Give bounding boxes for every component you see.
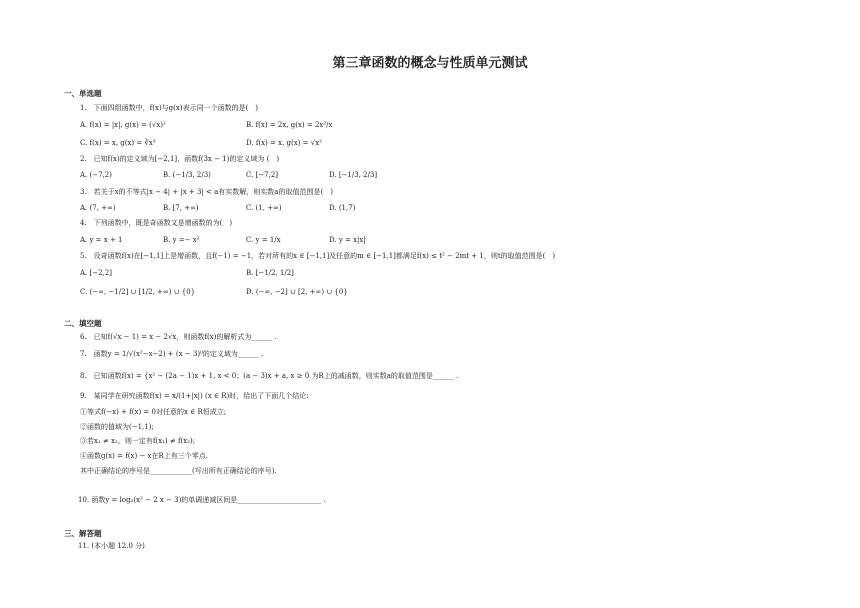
- question-1-option-d: D. f(x) = x, g(x) = √x²: [246, 139, 322, 147]
- question-5-stem: 5. 设奇函数f(x)在[−1,1]上是增函数，且f(−1) = −1，若对所有的x ∈ [−1,1]及任意的m ∈ [−1,1]都满足f(x) ≤ t² − 2mt + 1，则t的取值范围是( ): [80, 252, 556, 260]
- question-9-conclusion-2: ②函数的值域为(−1,1);: [80, 423, 154, 431]
- question-5-option-b: B. [−1/2, 1/2]: [246, 269, 294, 277]
- question-9-stem: 9. 某同学在研究函数f(x) = x/(1+|x|) (x ∈ R)时，给出了下面几个结论:: [80, 392, 309, 400]
- question-9-conclusion-3: ③若x₁ ≠ x₂，则一定有f(x₁) ≠ f(x₂);: [80, 437, 196, 445]
- question-5-option-a: A. [−2,2]: [80, 269, 112, 277]
- question-9-conclusion-4: ④函数g(x) = f(x) − x在R上有三个零点.: [80, 452, 208, 460]
- question-10: 10. 函数y = log₃(x² − 2 x − 3)的单调递减区间是________________________ .: [78, 496, 326, 504]
- question-3-option-c: C. (1, +∞): [246, 204, 282, 212]
- question-4-option-a: A. y = x + 1: [80, 236, 123, 244]
- section-heading-single-choice: 一、单选题: [64, 89, 102, 98]
- question-2-option-b: B. (−1/3, 2/3): [163, 171, 211, 179]
- question-2-stem: 2. 已知f(x)的定义域为[−2,1]，函数f(3x − 1)的定义域为 ( ): [80, 155, 280, 163]
- page-title: 第三章函数的概念与性质单元测试: [332, 56, 528, 71]
- section-heading-solution: 三、解答题: [64, 529, 102, 538]
- question-2-option-d: D. [−1/3, 2/3]: [329, 171, 378, 179]
- question-1-stem: 1. 下面四组函数中，f(x)与g(x)表示同一个函数的是( ): [80, 104, 259, 112]
- question-9-conclusion-1: ①等式f(−x) + f(x) = 0对任意的x ∈ R恒成立;: [80, 408, 227, 416]
- question-4-option-b: B. y =− x²: [163, 236, 200, 244]
- question-3-option-a: A. (7, +∞): [80, 204, 116, 212]
- section-heading-fill-in: 二、填空题: [64, 319, 102, 328]
- question-5-option-c: C. (−∞, −1/2] ∪ [1/2, +∞) ∪ {0}: [80, 288, 196, 296]
- question-7: 7. 函数y = 1/√(x²−x−2) + (x − 3)⁰的定义域为______ .: [80, 350, 264, 358]
- question-6: 6. 已知f(√x − 1) = x − 2√x，则函数f(x)的解析式为______ .: [80, 333, 277, 341]
- question-3-option-d: D. (1,7): [329, 204, 356, 212]
- question-1-option-a: A. f(x) = |x|, g(x) = (√x)²: [80, 121, 166, 129]
- question-1-option-c: C. f(x) = x, g(x) = ∛x³: [80, 139, 156, 147]
- question-2-option-c: C. [−7,2]: [246, 171, 279, 179]
- question-5-option-d: D. (−∞, −2] ∪ [2, +∞) ∪ {0}: [246, 288, 348, 296]
- question-2-option-a: A. (−7,2): [80, 171, 112, 179]
- question-8: 8. 已知函数f(x) = {x² − (2a − 1)x + 1, x < 0；(a − 3)x + a, x ≥ 0 为R上的减函数，则实数a的取值范围是______ .: [80, 372, 459, 380]
- question-9-answer-prompt: 其中正确结论的序号是____________(写出所有正确结论的序号).: [80, 467, 277, 475]
- question-4-option-d: D. y = x|x|: [329, 236, 366, 244]
- question-3-stem: 3. 若关于x的不等式|x − 4| + |x + 3| < a有实数解，则实数a的取值范围是( ): [80, 188, 333, 196]
- question-1-option-b: B. f(x) = 2x, g(x) = 2x²/x: [246, 121, 333, 129]
- question-4-option-c: C. y = 1/x: [246, 236, 281, 244]
- question-11: 11. (本小题 12.0 分): [78, 542, 145, 550]
- question-3-option-b: B. [7, +∞): [163, 204, 199, 212]
- question-4-stem: 4. 下列函数中，既是奇函数又是增函数的为( ): [80, 219, 233, 227]
